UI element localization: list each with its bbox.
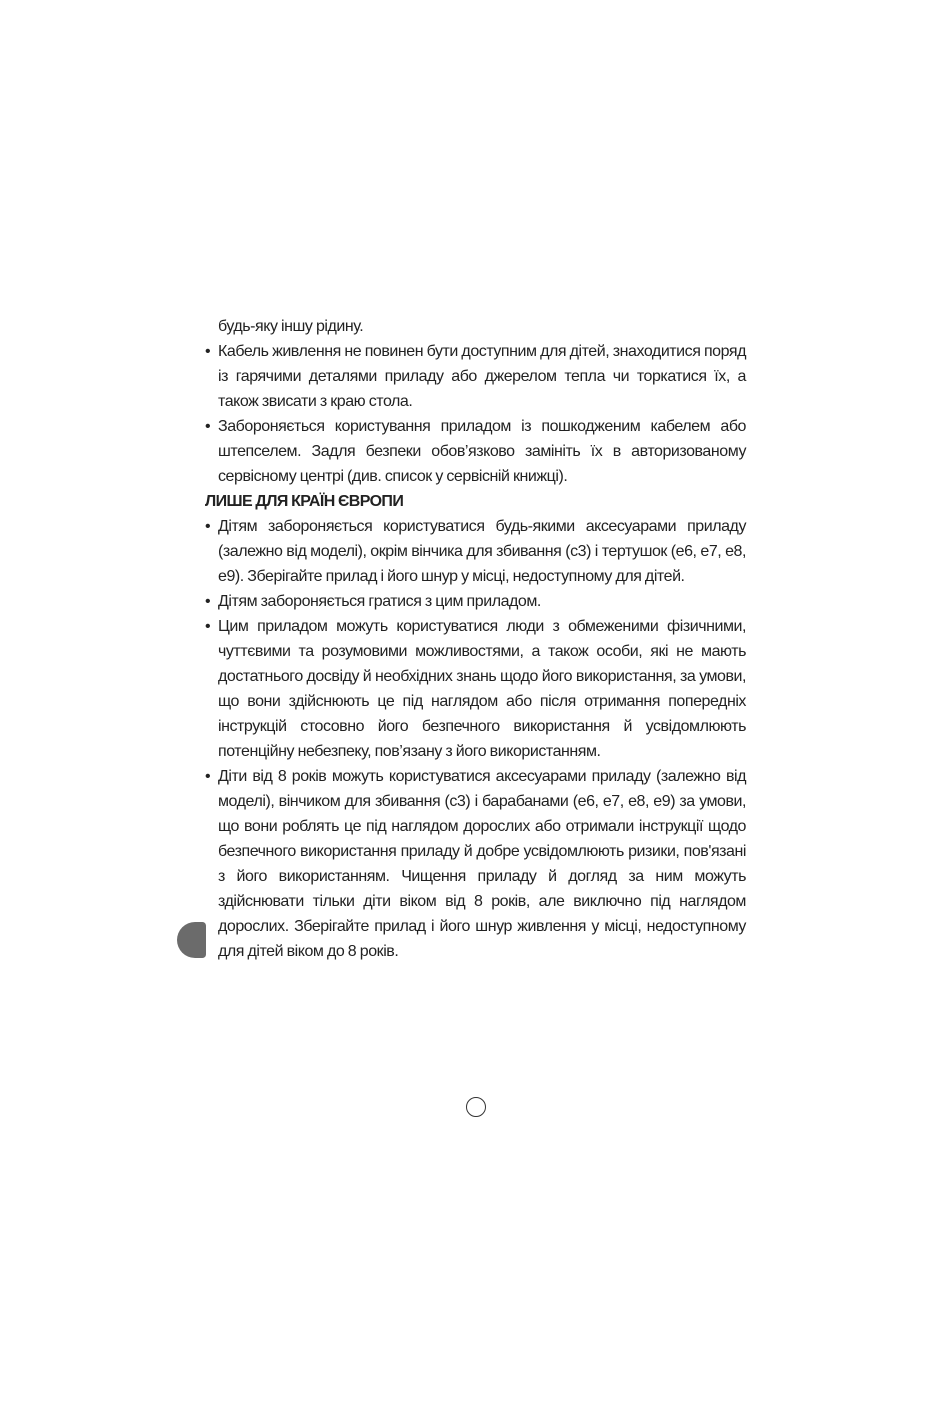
list-item-text: Дітям забороняється гратися з цим приладом. — [218, 593, 541, 610]
list-item-text: Цим приладом можуть користуватися люди з обмеженими фізичними, чуттєвими та розумовими можливостями, а також особи, які не мають достатнього досвіду й необхідних знань щодо його використання, за умови, що вони здійснюють це під наглядом або після отримання попередніх інструкцій стосовно його безпечного використання й усвідомлюють потенційну небезпеку, пов’язану з його використанням. — [218, 618, 746, 760]
section-heading-europe: ЛИШЕ ДЛЯ КРАЇН ЄВРОПИ — [205, 493, 404, 510]
list-item — [205, 339, 746, 414]
list-item-text: Кабель живлення не повинен бути доступним для дітей, знаходитися поряд із гарячими деталями приладу або джерелом тепла чи торкатися їх, а також звисати з краю стола. — [218, 343, 746, 410]
list-item — [205, 589, 746, 614]
list-item — [205, 414, 746, 489]
bullet-icon: • — [205, 418, 211, 435]
list-item — [205, 514, 746, 589]
continuation-line: будь-яку іншу рідину. — [218, 318, 364, 335]
bullet-icon: • — [205, 343, 211, 360]
page-number-circle-icon — [466, 1097, 486, 1117]
bullet-icon: • — [205, 593, 211, 610]
bullet-icon: • — [205, 518, 211, 535]
bullet-icon: • — [205, 768, 211, 785]
bullet-icon: • — [205, 618, 211, 635]
list-item-text: Дітям забороняється користуватися будь-якими аксесуарами приладу (залежно від моделі), окрім вінчика для збивання (c3) і тертушок (e6, e7, e8, e9). Зберігайте прилад і його шнур у місці, недоступному для дітей. — [218, 518, 746, 585]
safety-instructions-text — [205, 314, 746, 964]
language-tab-marker — [177, 922, 206, 958]
list-item — [205, 764, 746, 964]
list-item-text: Забороняється користування приладом із пошкодженим кабелем або штепселем. Задля безпеки обов’язково замініть їх в авторизованому сервісному центрі (див. список у сервісній книжці). — [218, 418, 746, 485]
list-item — [205, 614, 746, 764]
list-item-text: Діти від 8 років можуть користуватися аксесуарами приладу (залежно від моделі), вінчиком для збивання (c3) і барабанами (e6, e7, e8, e9) за умови, що вони роблять це під наглядом дорослих або отримали інструкції щодо безпечного використання приладу й добре усвідомлюють ризики, пов'язані з його використанням. Чищення приладу й догляд за ним можуть здійснювати тільки діти віком від 8 років, але виключно під наглядом дорослих. Зберігайте прилад і його шнур живлення у місці, недоступному для дітей віком до 8 років. — [218, 768, 746, 960]
